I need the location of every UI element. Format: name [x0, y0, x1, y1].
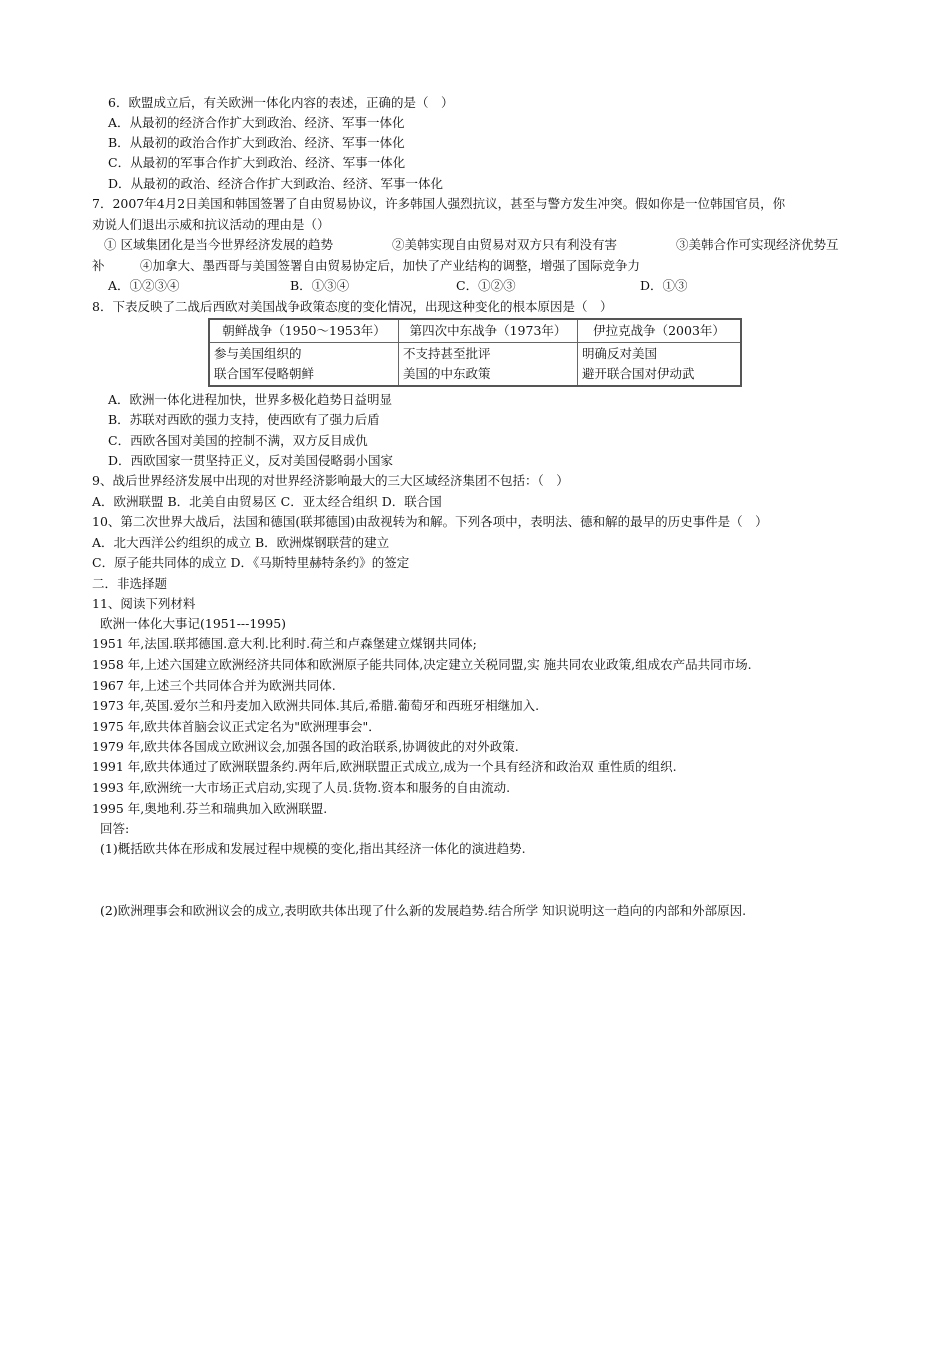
- event-item: 1991 年,欧共体通过了欧洲联盟条约.两年后,欧洲联盟正式成立,成为一个具有经济和政治双 重性质的组织.: [92, 759, 677, 774]
- cell-line: 避开联合国对伊动武: [582, 366, 695, 381]
- q10-options-line1: A．北大西洋公约组织的成立 B．欧洲煤钢联营的建立: [92, 535, 390, 550]
- q7-statement-4: ④加拿大、墨西哥与美国签署自由贸易协定后，加快了产业结构的调整，增强了国际竞争力: [140, 258, 641, 273]
- material-title: 欧洲一体化大事记(1951---1995): [100, 616, 287, 631]
- q8-option-c: C．西欧各国对美国的控制不满，双方反目成仇: [108, 433, 368, 448]
- q11-intro: 11、阅读下列材料: [92, 596, 196, 611]
- event-item: 1979 年,欧共体各国成立欧洲议会,加强各国的政治联系,协调彼此的对外政策.: [92, 739, 519, 754]
- q7-statement-3-cont: 补: [92, 258, 105, 273]
- q7-statement-1: ① 区域集团化是当今世界经济发展的趋势: [104, 237, 333, 252]
- table-header-cell: 伊拉克战争（2003年）: [578, 319, 742, 343]
- answer-label: 回答:: [100, 821, 130, 836]
- q7-option-a: A．①②③④: [108, 278, 180, 293]
- q7-statement-2: ②美韩实现自由贸易对双方只有利没有害: [392, 237, 618, 252]
- q8-option-d: D．西欧国家一贯坚持正义，反对美国侵略弱小国家: [108, 453, 394, 468]
- q7-option-c: C．①②③: [456, 278, 516, 293]
- q9-options: A．欧洲联盟 B．北美自由贸易区 C．亚太经合组织 D．联合国: [92, 494, 442, 509]
- q6-option-c: C．从最初的军事合作扩大到政治、经济、军事一体化: [108, 155, 406, 170]
- cell-line: 参与美国组织的: [214, 346, 302, 361]
- table-header-row: [209, 319, 741, 343]
- q7-statement-3: ③美韩合作可实现经济优势互: [676, 237, 839, 252]
- q10-stem: 10、第二次世界大战后，法国和德国(联邦德国)由敌视转为和解。下列各项中，表明法、德和解的最早的历史事件是（ ）: [92, 514, 768, 529]
- table-row: [209, 343, 741, 387]
- event-item: 1975 年,欧共体首脑会议正式定名为"欧洲理事会"．: [92, 719, 381, 734]
- q8-war-attitude-table: [208, 318, 742, 387]
- cell-line: 不支持甚至批评: [403, 346, 491, 361]
- q6-option-a: A．从最初的经济合作扩大到政治、经济、军事一体化: [108, 115, 405, 130]
- q6-stem: 6．欧盟成立后，有关欧洲一体化内容的表述，正确的是（ ）: [108, 95, 454, 110]
- q7-option-b: B．①③④: [290, 278, 350, 293]
- q6-option-b: B．从最初的政治合作扩大到政治、经济、军事一体化: [108, 135, 405, 150]
- event-item: 1958 年,上述六国建立欧洲经济共同体和欧洲原子能共同体,决定建立关税同盟,实 施共同农业政策,组成农产品共同市场.: [92, 657, 752, 672]
- q11-sub2: (2)欧洲理事会和欧洲议会的成立,表明欧共体出现了什么新的发展趋势.结合所学 知识说明这一趋向的内部和外部原因.: [100, 903, 747, 918]
- q7-option-d: D．①③: [640, 278, 688, 293]
- section-title: 二．非选择题: [92, 576, 168, 591]
- cell-line: 联合国军侵略朝鲜: [214, 366, 315, 381]
- table-cell: [578, 343, 742, 387]
- q7-stem-line2: 劝说人们退出示威和抗议活动的理由是（）: [92, 217, 330, 232]
- table-cell: [399, 343, 578, 387]
- q8-option-b: B．苏联对西欧的强力支持，使西欧有了强力后盾: [108, 412, 380, 427]
- event-item: 1973 年,英国.爱尔兰和丹麦加入欧洲共同体.其后,希腊.葡萄牙和西班牙相继加入.: [92, 698, 540, 713]
- q11-sub1: (1)概括欧共体在形成和发展过程中规模的变化,指出其经济一体化的演进趋势.: [100, 841, 526, 856]
- cell-line: 明确反对美国: [582, 346, 658, 361]
- q9-stem: 9、战后世界经济发展中出现的对世界经济影响最大的三大区域经济集团不包括：（ ）: [92, 473, 569, 488]
- table-header-cell: 朝鲜战争（1950～1953年）: [209, 319, 399, 343]
- event-item: 1993 年,欧洲统一大市场正式启动,实现了人员.货物.资本和服务的自由流动.: [92, 780, 511, 795]
- event-item: 1967 年,上述三个共同体合并为欧洲共同体.: [92, 678, 336, 693]
- event-item: 1951 年,法国.联邦德国.意大利.比利时.荷兰和卢森堡建立煤钢共同体;: [92, 636, 477, 651]
- table-header-cell: 第四次中东战争（1973年）: [399, 319, 578, 343]
- q10-options-line2: C．原子能共同体的成立 D．《马斯特里赫特条约》的签定: [92, 555, 410, 570]
- cell-line: 美国的中东政策: [403, 366, 491, 381]
- q7-stem-line1: 7．2007年4月2日美国和韩国签署了自由贸易协议，许多韩国人强烈抗议，甚至与警方发生冲突。假如你是一位韩国官员，你: [92, 196, 786, 211]
- q8-option-a: A．欧洲一体化进程加快，世界多极化趋势日益明显: [108, 392, 393, 407]
- event-item: 1995 年,奥地利.芬兰和瑞典加入欧洲联盟.: [92, 801, 328, 816]
- q6-option-d: D．从最初的政治、经济合作扩大到政治、经济、军事一体化: [108, 176, 444, 191]
- table-cell: [209, 343, 399, 387]
- q8-stem: 8．下表反映了二战后西欧对美国战争政策态度的变化情况，出现这种变化的根本原因是（ ）: [92, 299, 613, 314]
